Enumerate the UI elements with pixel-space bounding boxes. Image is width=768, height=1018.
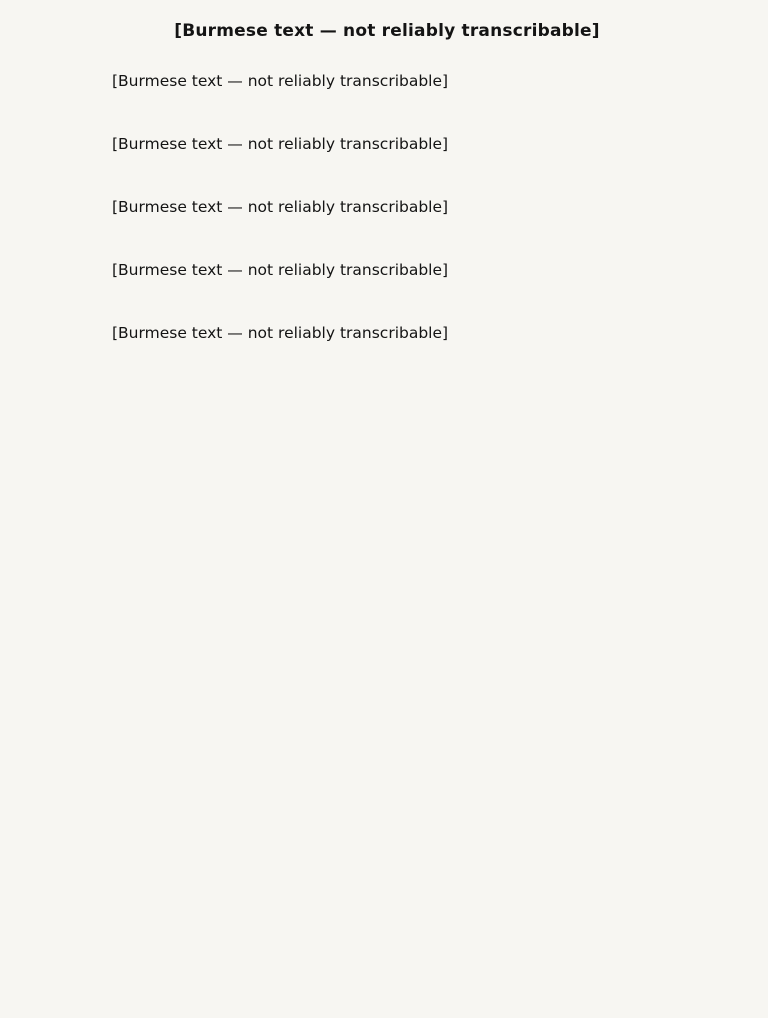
paragraph-1: [Burmese text — not reliably transcribable] bbox=[112, 72, 449, 91]
paragraph-2: [Burmese text — not reliably transcribable] bbox=[112, 135, 449, 154]
paragraph-4: [Burmese text — not reliably transcribable] bbox=[112, 261, 449, 280]
paragraph-5: [Burmese text — not reliably transcribable] bbox=[112, 324, 449, 343]
paragraph-3: [Burmese text — not reliably transcribable] bbox=[112, 198, 449, 217]
document-body bbox=[66, 63, 708, 352]
document-heading: [Burmese text — not reliably transcribable] bbox=[174, 21, 600, 41]
